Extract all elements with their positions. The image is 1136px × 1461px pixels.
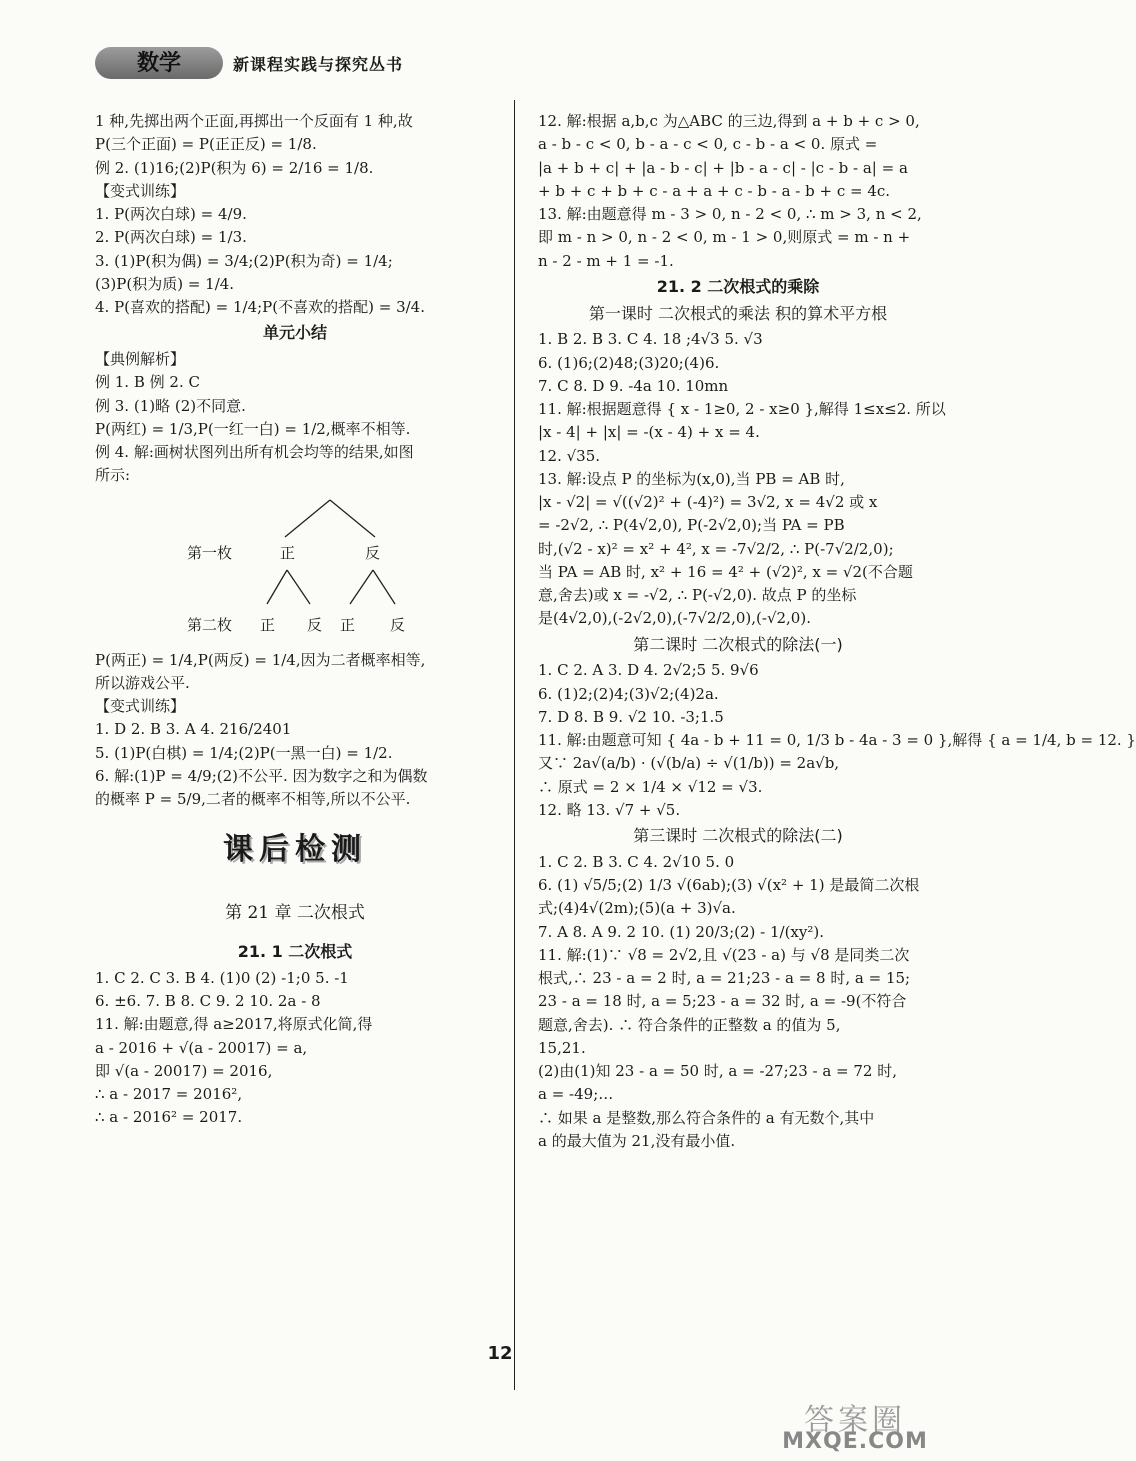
text-line: 例 4. 解:画树状图列出所有机会均等的结果,如图 (95, 443, 414, 462)
tree-label-second: 第二枚 (187, 615, 233, 634)
subsection-title: 21. 2 二次根式的乘除 (656, 276, 820, 296)
text-line: P(两正) = 1/4,P(两反) = 1/4,因为二者概率相等, (95, 650, 426, 669)
text-line: a - 2016 + √(a - 20017) = a, (95, 1038, 308, 1057)
watermark (740, 1395, 970, 1455)
text-line: 11. 解:由题意可知 { 4a - b + 11 = 0, 1/3 b - 4a - 3 = 0 },解得 { a = 1/4, b = 12. } (538, 731, 1136, 750)
lesson-title: 第三课时 二次根式的除法(二) (633, 826, 843, 846)
tree-leaf-fan-2: 反 (390, 615, 406, 634)
text-line: 即 m - n > 0, n - 2 < 0, m - 1 > 0,则原式 = m - n + (538, 228, 911, 247)
text-line: 例 3. (1)略 (2)不同意. (95, 396, 246, 415)
section-title: 课后检测 (223, 832, 367, 868)
text-line: n - 2 - m + 1 = -1. (538, 251, 674, 270)
text-line: ∴ 原式 = 2 × 1/4 × √12 = √3. (538, 777, 763, 796)
tree-lines (95, 492, 495, 647)
tree-diagram (95, 492, 495, 647)
chapter-title: 第 21 章 二次根式 (225, 902, 365, 923)
text-line: (2)由(1)知 23 - a = 50 时, a = -27;23 - a = 72 时, (538, 1062, 898, 1081)
text-line: 13. 解:设点 P 的坐标为(x,0),当 PB = AB 时, (538, 469, 845, 488)
text-line: 1. D 2. B 3. A 4. 216/2401 (95, 720, 292, 739)
tree-label-first: 第一枚 (187, 543, 233, 562)
text-line: 题意,舍去). ∴ 符合条件的正整数 a 的值为 5, (538, 1015, 841, 1034)
text-line: 12. 解:根据 a,b,c 为△ABC 的三边,得到 a + b + c > 0, (538, 112, 920, 130)
watermark-url: MXQE.COM (782, 1429, 928, 1454)
left-column (95, 110, 495, 1130)
text-line: 是(4√2,0),(-2√2,0),(-7√2/2,0),(-√2,0). (538, 609, 811, 628)
text-line: 11. 解:(1)∵ √8 = 2√2,且 √(23 - a) 与 √8 是同类二次 (538, 945, 910, 964)
text-line: ∴ a - 2017 = 2016², (95, 1085, 243, 1104)
text-line: |x - √2| = √((√2)² + (-4)²) = 3√2, x = 4√2 或 x (538, 493, 878, 512)
text-line: 所示: (95, 466, 131, 485)
text-line: 6. (1)6;(2)48;(3)20;(4)6. (538, 353, 720, 372)
series-title: 新课程实践与探究丛书 (233, 55, 404, 74)
text-line: 1. C 2. C 3. B 4. (1)0 (2) -1;0 5. -1 (95, 968, 349, 987)
text-line: a = -49;… (538, 1085, 614, 1104)
text-line: 4. P(喜欢的搭配) = 1/4;P(不喜欢的搭配) = 3/4. (95, 298, 425, 316)
text-line: 式;(4)4√(2m);(5)(a + 3)√a. (538, 899, 736, 918)
text-line: 15,21. (538, 1038, 586, 1057)
section-label: 【典例解析】 (95, 350, 186, 369)
text-line: 6. ±6. 7. B 8. C 9. 2 10. 2a - 8 (95, 992, 321, 1011)
section-label: 【变式训练】 (95, 181, 186, 200)
column-divider (514, 100, 515, 1390)
subsection-title: 21. 1 二次根式 (237, 942, 353, 962)
tree-leaf-zheng-1: 正 (260, 615, 276, 634)
text-line: 5. (1)P(白棋) = 1/4;(2)P(一黑一白) = 1/2. (95, 743, 393, 762)
text-line: P(两红) = 1/3,P(一红一白) = 1/2,概率不相等. (95, 419, 411, 438)
text-line: 6. (1) √5/5;(2) 1/3 √(6ab);(3) √(x² + 1) 是最简二次根 (538, 876, 920, 895)
text-line: 意,舍去)或 x = -√2, ∴ P(-√2,0). 故点 P 的坐标 (538, 586, 857, 605)
tree-leaf-zheng-2: 正 (340, 615, 356, 634)
text-line: 23 - a = 18 时, a = 5;23 - a = 32 时, a = -9(不符合 (538, 992, 907, 1011)
text-line: 7. C 8. D 9. -4a 10. 10mn (538, 376, 729, 395)
subject-label: 数学 (136, 51, 181, 76)
text-line: + b + c + b + c - a + a + c - b - a - b + c = 4c. (538, 181, 891, 200)
text-line: 12. 略 13. √7 + √5. (538, 800, 681, 819)
text-line: a - b - c < 0, b - a - c < 0, c - b - a < 0. 原式 = (538, 135, 878, 154)
text-line: 6. (1)2;(2)4;(3)√2;(4)2a. (538, 684, 719, 703)
page-number: 12 (487, 1343, 513, 1364)
text-line: ∴ 如果 a 是整数,那么符合条件的 a 有无数个,其中 (538, 1108, 875, 1127)
text-line: 1. B 2. B 3. C 4. 18 ;4√3 5. √3 (538, 330, 763, 349)
text-line: 12. √35. (538, 446, 601, 465)
text-line: 的概率 P = 5/9,二者的概率不相等,所以不公平. (95, 790, 411, 809)
text-line: 当 PA = AB 时, x² + 16 = 4² + (√2)², x = √2(不合题 (538, 562, 913, 581)
text-line: 7. D 8. B 9. √2 10. -3;1.5 (538, 707, 724, 726)
lesson-title: 第二课时 二次根式的除法(一) (633, 634, 843, 654)
text-line: |x - 4| + |x| = -(x - 4) + x = 4. (538, 423, 760, 442)
text-line: 根式,∴ 23 - a = 2 时, a = 21;23 - a = 8 时, a = 15; (538, 969, 911, 988)
tree-leaf-fan-1: 反 (307, 615, 323, 634)
tree-node-zheng: 正 (280, 543, 296, 562)
watermark-logo: 答案圈 (804, 1403, 906, 1438)
text-line: 11. 解:根据题意得 { x - 1≥0, 2 - x≥0 },解得 1≤x≤2. 所以 (538, 400, 946, 419)
text-line: 1. P(两次白球) = 4/9. (95, 205, 247, 223)
text-line: 1. C 2. A 3. D 4. 2√2;5 5. 9√6 (538, 661, 759, 680)
lesson-title: 第一课时 二次根式的乘法 积的算术平方根 (588, 303, 888, 323)
text-line: 所以游戏公平. (95, 673, 190, 692)
text-line: 7. A 8. A 9. 2 10. (1) 20/3;(2) - 1/(xy²). (538, 922, 824, 941)
text-line: 3. (1)P(积为偶) = 3/4;(2)P(积为奇) = 1/4; (95, 251, 393, 270)
text-line: 13. 解:由题意得 m - 3 > 0, n - 2 < 0, ∴ m > 3, n < 2, (538, 205, 922, 223)
text-line: 又∵ 2a√(a/b) · (√(b/a) ÷ √(1/b)) = 2a√b, (538, 754, 840, 773)
text-line: 即 √(a - 20017) = 2016, (95, 1061, 273, 1080)
page-header (95, 44, 515, 84)
text-line: (3)P(积为质) = 1/4. (95, 274, 235, 293)
text-line: 时,(√2 - x)² = x² + 4², x = -7√2/2, ∴ P(-7√2/2,0); (538, 539, 894, 558)
text-line: P(三个正面) = P(正正反) = 1/8. (95, 135, 317, 154)
text-line: 例 1. B 例 2. C (95, 373, 200, 392)
text-line: 2. P(两次白球) = 1/3. (95, 228, 247, 247)
right-column (538, 110, 1136, 1153)
unit-summary-heading: 单元小结 (262, 323, 327, 343)
text-line: a 的最大值为 21,没有最小值. (538, 1131, 736, 1150)
text-line: 6. 解:(1)P = 4/9;(2)不公平. 因为数字之和为偶数 (95, 766, 428, 785)
text-line: 1. C 2. B 3. C 4. 2√10 5. 0 (538, 852, 735, 871)
tree-node-fan: 反 (365, 543, 381, 562)
text-line: ∴ a - 2016² = 2017. (95, 1108, 243, 1127)
section-label: 【变式训练】 (95, 697, 186, 716)
text-line: = -2√2, ∴ P(4√2,0), P(-2√2,0);当 PA = PB (538, 516, 845, 535)
text-line: 11. 解:由题意,得 a≥2017,将原式化简,得 (95, 1015, 373, 1034)
text-line: 例 2. (1)16;(2)P(积为 6) = 2/16 = 1/8. (95, 158, 374, 177)
text-line: |a + b + c| + |a - b - c| + |b - a - c| - |c - b - a| = a (538, 158, 908, 177)
text-line: 1 种,先掷出两个正面,再掷出一个反面有 1 种,故 (95, 112, 413, 130)
